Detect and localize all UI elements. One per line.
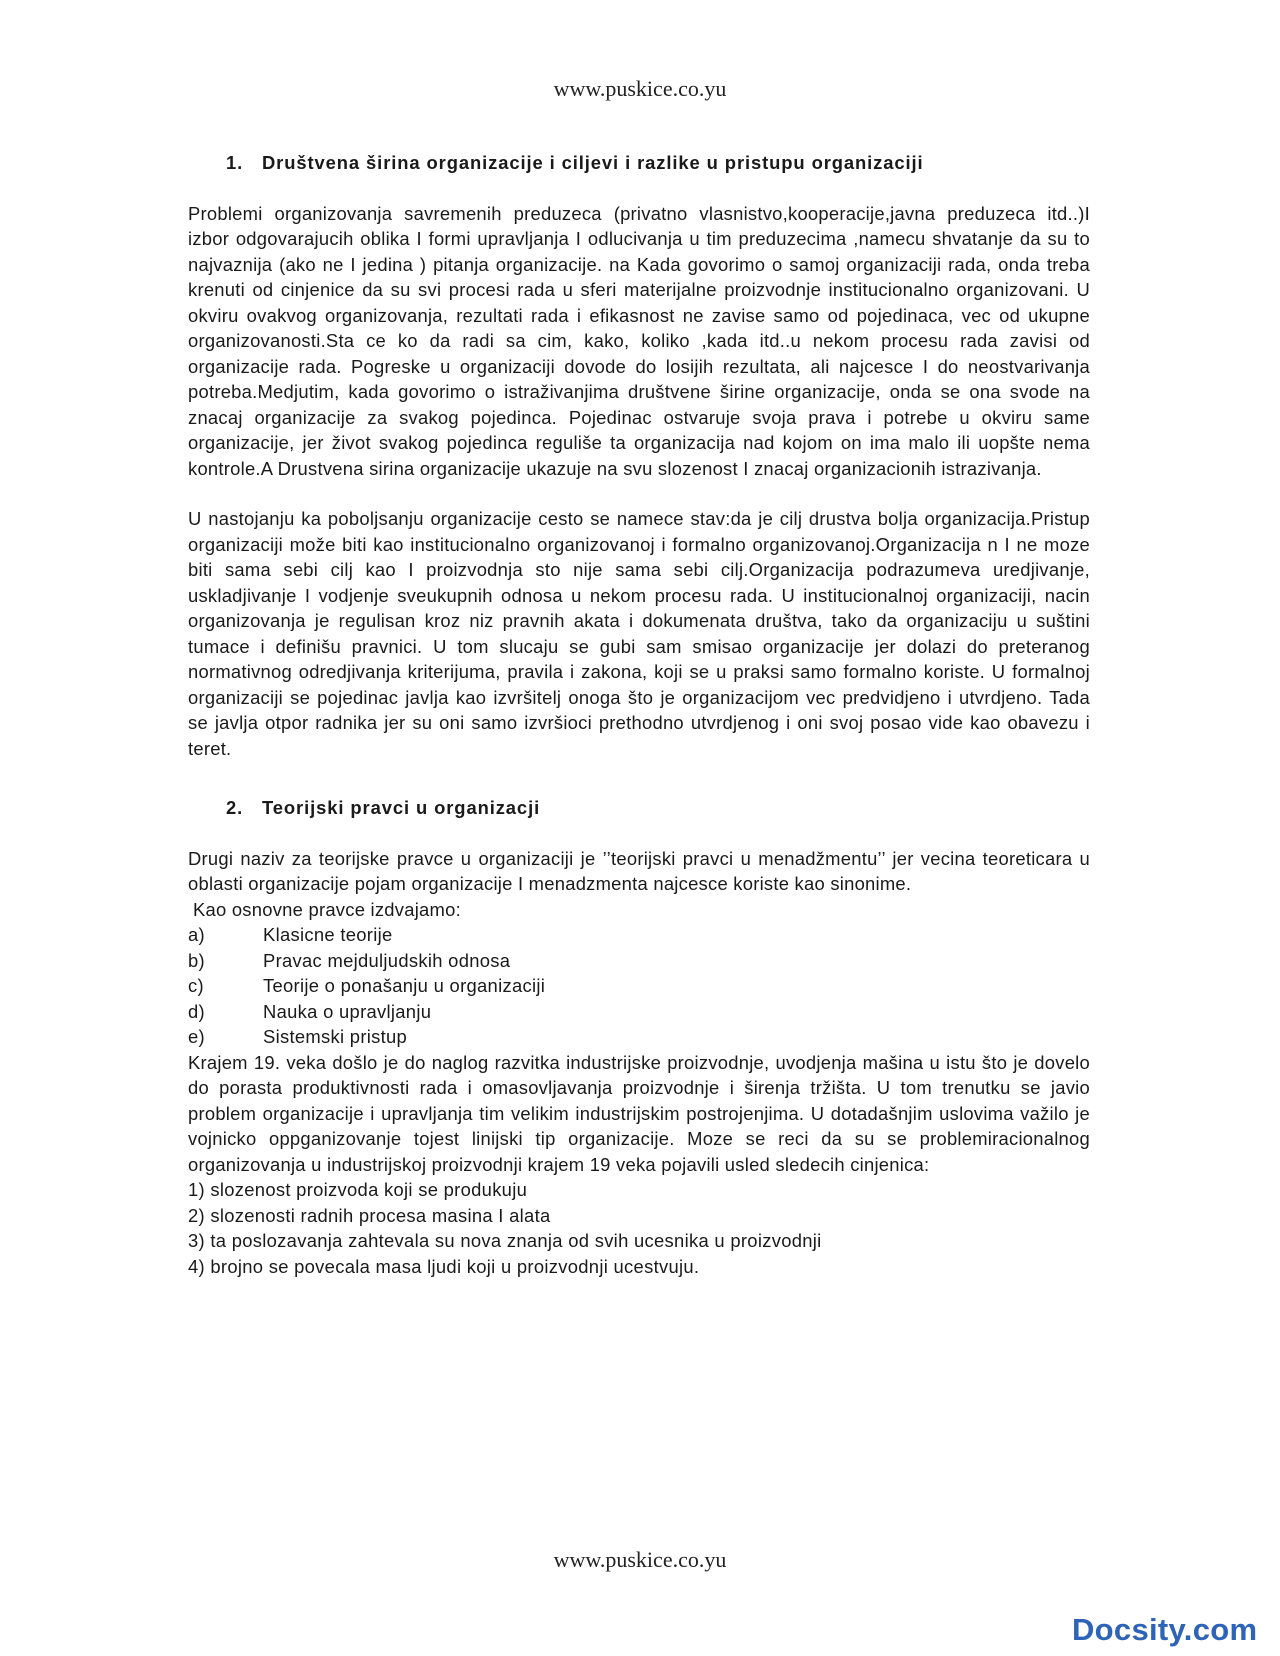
- list-item: [188, 1024, 1090, 1050]
- numbered-item: 1) slozenost proizvoda koji se produkuju: [188, 1179, 528, 1200]
- document-body: [188, 150, 1090, 1279]
- section-1-heading: [226, 150, 1090, 176]
- section-1-title: Društvena širina organizacije i ciljevi i razlike u pristupu organizaciji: [262, 152, 924, 173]
- section-2-heading: [226, 795, 1090, 821]
- section-2-paragraph-2: Krajem 19. veka došlo je do naglog razvitka industrijske proizvodnje, uvodjenja mašina u istu što je dovelo do porasta produktivnosti rada i omasovljavanja proizvodnje i širenja tržišta. U tom trenutku se javio problem organizacije i upravljanja tim velikim industrijskim postrojenjima. U dotadašnjim uslovima važilo je vojnicko opрganizovanje tojest linijski tip organizacije. Moze se reci da su se problemiracionalnog organizovanja u industrijskoj proizvodnji krajem 19 veka pojavili usled sledecih cinjenica:: [188, 1051, 1090, 1175]
- section-2-list-intro: Kao osnovne pravce izdvajamo:: [193, 898, 461, 920]
- list-text: Teorije o ponašanju u organizaciji: [263, 975, 546, 996]
- section-2-paragraph-1: Drugi naziv za teorijske pravce u organizaciji je ’’teorijski pravci u menadžmentu’’ jer vecina teoreticara u oblasti organizacije pojam organizacije I menadzmenta najcesce koriste kao sinonime.: [188, 847, 1090, 894]
- section-1-paragraph-1: Problemi organizovanja savremenih preduzeca (privatno vlasnistvo,kooperacije,javna preduzeca itd..)I izbor odgovarajucih oblika I formi upravljanja I odlucivanja u tim preduzecima ,namecu shvatanje da su to najvaznija (ako ne I jedina ) pitanja organizacije. na Kada govorimo o samoj organizaciji rada, onda treba krenuti od cinjenice da su svi procesi rada u sferi materijalne proizvodnje institucionalno organizovani. U okviru ovakvog organizovanja, rezultati rada i efikasnost ne zavise samo od pojedinaca, vec od ukupne organizovanosti.Sta ce ko da radi sa cim, kako, koliko ,kada itd..u nekom procesu rada zavisi od organizacije rada. Pogreske u organizaciji dovode do losijih rezultata, ali najcesce I do neostvarivanja potreba.Medjutim, kada govorimo o istraživanjima društvene širine organizacije, onda se ona svode na znacaj organizacije za svakog pojedinca. Pojedinac ostvaruje svoja prava i potrebe u okviru same organizacije, jer život svakog pojedinca reguliše ta organizacija nad kojom on ima malo ili uopšte nema kontrole.A Drustvena sirina organizacije ukazuje na svu slozenost I znacaj organizacionih istrazivanja.: [188, 202, 1090, 479]
- section-2-number: 2.: [226, 797, 244, 818]
- list-marker: a): [188, 924, 205, 945]
- list-text: Sistemski pristup: [263, 1026, 408, 1047]
- list-text: Nauka o upravljanju: [263, 1000, 432, 1022]
- list-marker: c): [188, 975, 204, 996]
- list-marker: b): [188, 949, 205, 971]
- theory-list: [188, 922, 1090, 1050]
- list-text: Pravac mejduljudskih odnosa: [263, 949, 511, 971]
- list-marker: e): [188, 1026, 205, 1047]
- list-marker: d): [188, 1000, 205, 1022]
- section-1-paragraph-2: U nastojanju ka poboljsanju organizacije cesto se namece stav:da je cilj drustva bolja organizacija.Pristup organizaciji može biti kao institucionalno organizovanoj i formalno organizovanoj.Organizacija n I ne moze biti sama sebi cilj kao I proizvodnja sto nije sama sebi cilj.Organizacija podrazumeva uredjivanje, uskladjivanje I vodjenje sveukupnih odnosa u nekom procesu rada. U institucionalnoj organizaciji, nacin organizovanja je regulisan kroz niz pravnih akata i dokumenata društva, tako da organizaciju u suštini tumace i definišu pravnici. U tom slucaju se gubi sam smisao organizacije jer dolazi do preteranog normativnog odredjivanja kriterijuma, pravila i zakona, koji se u praksi samo formalno koriste. U formalnoj organizaciji se pojedinac javlja kao izvršitelj onoga što je organizacijom vec predvidjeno i utvrdjeno. Tada se javlja otpor radnika jer su oni samo izvršioci prethodno utvrdjenog i oni svoj posao vide kao obavezu i teret.: [188, 508, 1090, 759]
- numbered-item: 2) slozenosti radnih procesa masina I alata: [188, 1204, 551, 1226]
- docsity-logo[interactable]: Docsity.com: [1072, 1612, 1258, 1647]
- page-footer-url: www.puskice.co.yu: [553, 1547, 727, 1572]
- numbered-item: 3) ta poslozavanja zahtevala su nova znanja od svih ucesnika u proizvodnji: [188, 1230, 822, 1251]
- list-item: [188, 999, 1090, 1025]
- numbered-item: 4) brojno se povecala masa ljudi koji u proizvodnji ucestvuju.: [188, 1255, 700, 1277]
- list-text: Klasicne teorije: [263, 924, 393, 945]
- list-item: [188, 948, 1090, 974]
- list-item: [188, 973, 1090, 999]
- page-header-url: www.puskice.co.yu: [553, 76, 727, 101]
- section-2-title: Teorijski pravci u organizacji: [262, 797, 541, 818]
- reasons-list: [188, 1177, 1090, 1279]
- list-item: [188, 922, 1090, 948]
- section-1-number: 1.: [226, 152, 244, 173]
